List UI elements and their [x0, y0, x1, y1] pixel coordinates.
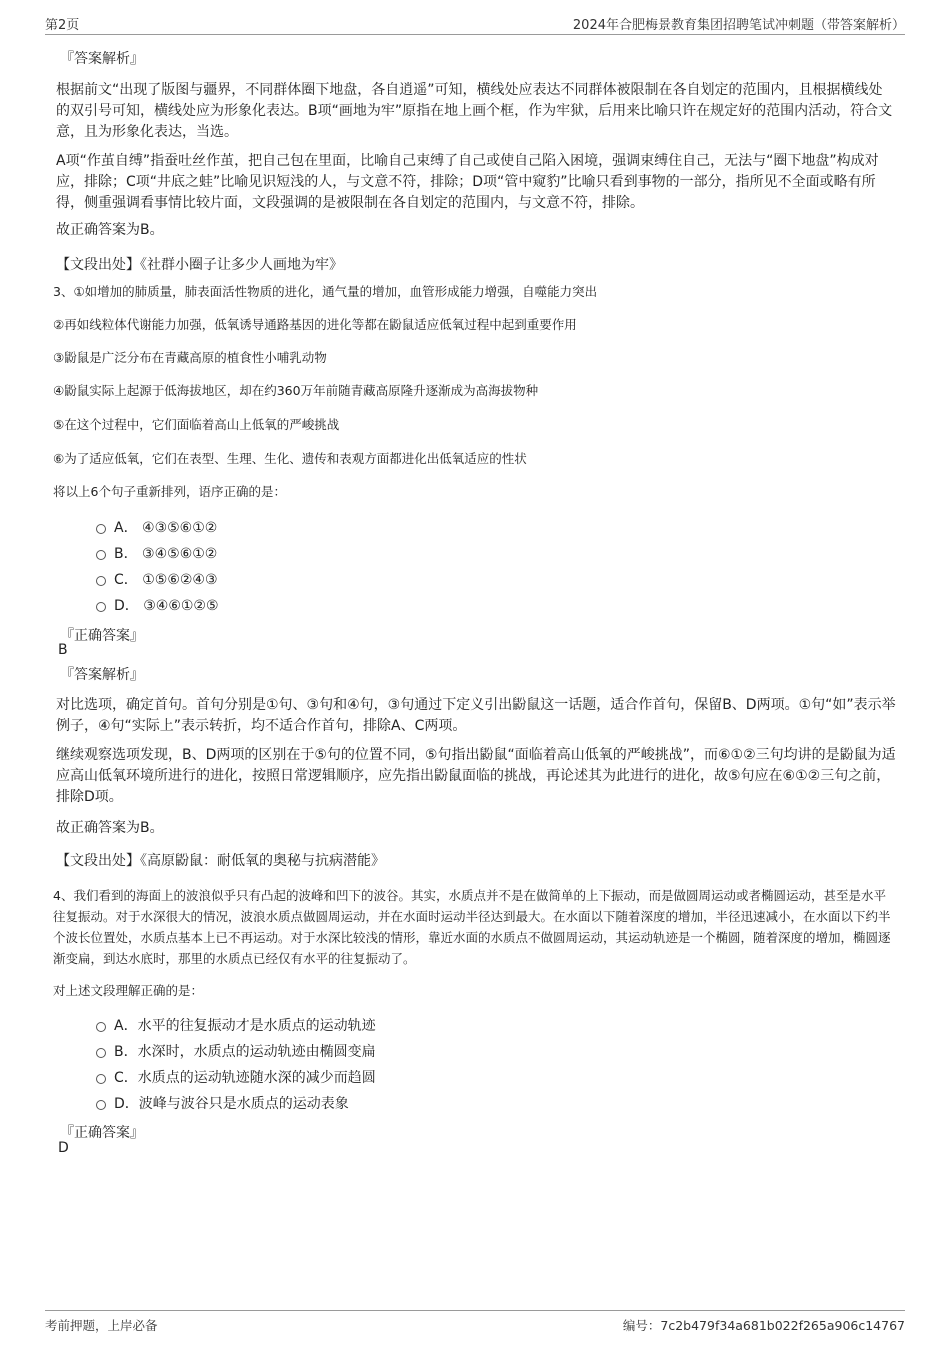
- q2-source: 【文段出处】《社群小圈子让多少人画地为牢》: [56, 257, 343, 273]
- q4-option-a[interactable]: A．水平的往复振动才是水质点的运动轨迹: [56, 1013, 556, 1039]
- q3-source: 【文段出处】《高原鼢鼠：耐低氧的奥秘与抗病潜能》: [56, 853, 385, 869]
- q3-stem-line-5: ⑤在这个过程中，它们面临着高山上低氧的严峻挑战: [53, 417, 340, 432]
- radio-icon[interactable]: [96, 1100, 106, 1110]
- q3-stem-line-4: ④鼢鼠实际上起源于低海拔地区，却在约360万年前随青藏高原隆升逐渐成为高海拔物种: [53, 383, 539, 398]
- q4-option-b[interactable]: B．水深时，水质点的运动轨迹由椭圆变扁: [56, 1039, 556, 1065]
- radio-icon[interactable]: [96, 524, 106, 534]
- document-id: 编号：7c2b479f34a681b022f265a906c14767: [622, 1318, 905, 1333]
- page-header: [45, 14, 905, 35]
- q3-answer-title: 『正确答案』: [60, 628, 144, 644]
- q3-option-d[interactable]: D． ③④⑥①②⑤: [56, 593, 456, 619]
- q3-analysis-paragraph-1: 对比选项，确定首句。首句分别是①句、③句和④句，③句通过下定义引出鼢鼠这一话题，适合作首句，保留B、D两项。①句“如”表示举例子，④句“实际上”表示转折，均不适合作首句，排除A、C两项。: [56, 697, 896, 734]
- radio-icon[interactable]: [96, 1048, 106, 1058]
- q3-answer: B: [58, 642, 68, 658]
- q4-options: [56, 1013, 556, 1117]
- q4-option-d[interactable]: D．波峰与波谷只是水质点的运动表象: [56, 1091, 556, 1117]
- radio-icon[interactable]: [96, 1022, 106, 1032]
- document-title: 2024年合肥梅景教育集团招聘笔试冲刺题（带答案解析）: [572, 18, 905, 33]
- q3-stem-line-6: ⑥为了适应低氧，它们在表型、生理、生化、遗传和表观方面都进化出低氧适应的性状: [53, 451, 527, 466]
- q3-option-c[interactable]: C． ①⑤⑥②④③: [56, 567, 456, 593]
- q3-stem-line-1: 3、①如增加的肺质量，肺表面活性物质的进化，通气量的增加，血管形成能力增强，自噬能力突出: [53, 284, 598, 299]
- footer-slogan: 考前押题，上岸必备: [45, 1318, 158, 1333]
- q2-conclusion: 故正确答案为B。: [56, 222, 164, 238]
- q2-analysis-paragraph-1: 根据前文“出现了版图与疆界，不同群体圈下地盘，各自逍遥”可知，横线处应表达不同群体被限制在各自划定的范围内，且根据横线处的双引号可知，横线处应为形象化表达。B项“画地为牢”原指在地上画个框，作为牢狱，后用来比喻只许在规定好的范围内活动，符合文意，且为形象化表达，当选。: [56, 82, 893, 140]
- q4-stem: 4、我们看到的海面上的波浪似乎只有凸起的波峰和凹下的波谷。其实，水质点并不是在做简单的上下振动，而是做圆周运动或者椭圆运动，甚至是水平往复振动。对于水深很大的情况，波浪水质点做圆周运动，并在水面时运动半径达到最大。在水面以下随着深度的增加，半径迅速减小，在水面以下约半个波长位置处，水质点基本上已不再运动。对于水深比较浅的情形，靠近水面的水质点不做圆周运动，其运动轨迹是一个椭圆，随着深度的增加，椭圆逐渐变扁，到达水底时，那里的水质点已经仅有水平的往复振动了。: [53, 888, 891, 966]
- page-footer: [45, 1310, 905, 1335]
- radio-icon[interactable]: [96, 602, 106, 612]
- q4-answer-title: 『正确答案』: [60, 1125, 144, 1141]
- q3-conclusion: 故正确答案为B。: [56, 820, 164, 836]
- q3-option-a[interactable]: A． ④③⑤⑥①②: [56, 515, 456, 541]
- q3-analysis-title: 『答案解析』: [60, 667, 144, 683]
- q2-analysis-title: 『答案解析』: [60, 51, 144, 67]
- q4-answer: D: [58, 1140, 69, 1156]
- radio-icon[interactable]: [96, 1074, 106, 1084]
- q2-analysis-paragraph-2: A项“作茧自缚”指蚕吐丝作茧，把自己包在里面，比喻自己束缚了自己或使自己陷入困境，强调束缚住自己，无法与“圈下地盘”构成对应，排除；C项“井底之蛙”比喻见识短浅的人，与文意不符，排除；D项“管中窥豹”比喻只看到事物的一部分，指所见不全面或略有所得，侧重强调看事情比较片面，文段强调的是被限制在各自划定的范围内，与文意不符，排除。: [56, 153, 879, 211]
- page-number: 第2页: [45, 18, 80, 33]
- radio-icon[interactable]: [96, 550, 106, 560]
- q3-stem-line-2: ②再如线粒体代谢能力加强，低氧诱导通路基因的进化等都在鼢鼠适应低氧过程中起到重要作用: [53, 317, 577, 332]
- q4-option-c[interactable]: C．水质点的运动轨迹随水深的减少而趋圆: [56, 1065, 556, 1091]
- q3-option-b[interactable]: B． ③④⑤⑥①②: [56, 541, 456, 567]
- q3-analysis-paragraph-2: 继续观察选项发现，B、D两项的区别在于⑤句的位置不同，⑤句指出鼢鼠“面临着高山低氧的严峻挑战”，而⑥①②三句均讲的是鼢鼠为适应高山低氧环境所进行的进化，按照日常逻辑顺序，应先指出鼢鼠面临的挑战，再论述其为此进行的进化，故⑤句应在⑥①②三句之前，排除D项。: [56, 747, 896, 805]
- q3-question: 将以上6个句子重新排列，语序正确的是：: [53, 484, 286, 499]
- q3-options: [56, 515, 456, 619]
- radio-icon[interactable]: [96, 576, 106, 586]
- q3-stem-line-3: ③鼢鼠是广泛分布在青藏高原的植食性小哺乳动物: [53, 350, 327, 365]
- q4-question: 对上述文段理解正确的是：: [53, 983, 204, 998]
